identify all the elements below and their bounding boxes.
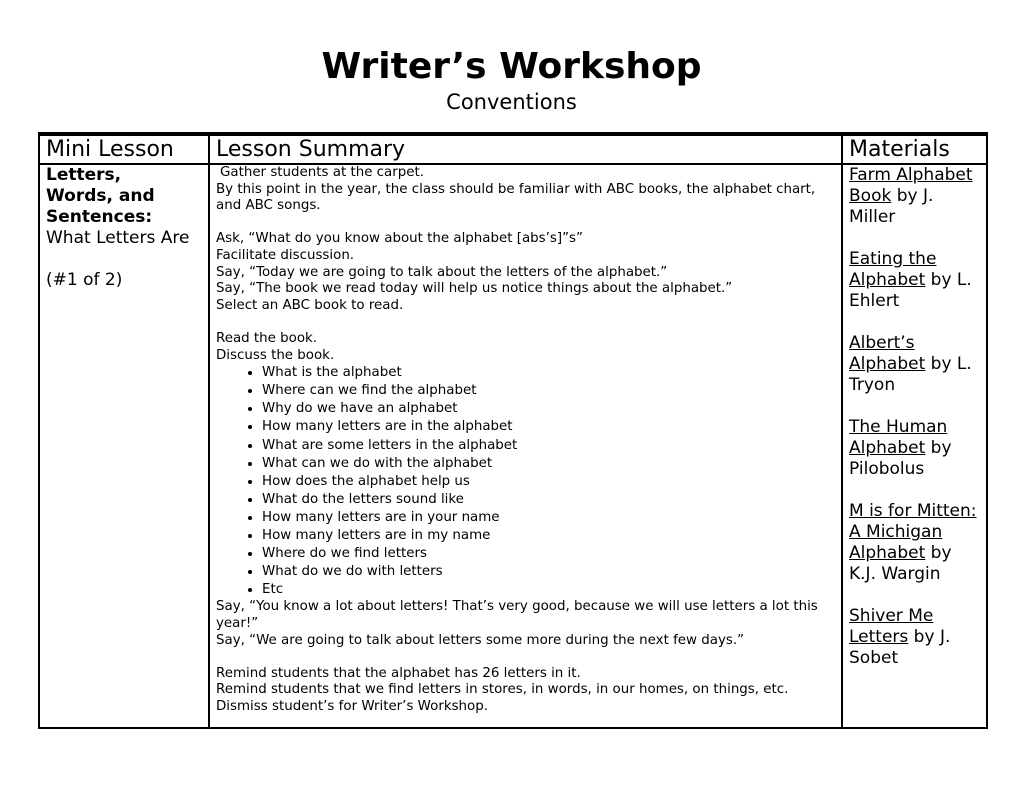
mini-lesson-topic: What Letters Are xyxy=(46,228,190,248)
material-book xyxy=(849,333,980,396)
materials-cell xyxy=(842,164,987,728)
mini-lesson-cell xyxy=(39,164,209,728)
column-header-lesson-summary: Lesson Summary xyxy=(209,134,842,164)
list-item: • What do the letters sound like xyxy=(262,491,835,509)
book-author: by L. Tryon xyxy=(849,354,972,395)
list-item: • What can we do with the alphabet xyxy=(262,455,835,473)
book-title: Eating the Alphabet xyxy=(849,249,937,290)
list-item: • What do we do with letters xyxy=(262,563,835,581)
book-author: by Pilobolus xyxy=(849,438,952,479)
book-author: by J. Miller xyxy=(849,186,934,227)
book-title: The Human Alphabet xyxy=(849,417,948,458)
book-title: Shiver Me Letters xyxy=(849,606,934,647)
summary-line: Remind students that we find letters in stores, in words, in our homes, on things, etc. xyxy=(216,682,789,698)
summary-line: Remind students that the alphabet has 26 letters in it. xyxy=(216,665,581,681)
summary-line: Gather students at the carpet. xyxy=(220,165,425,180)
book-author: by L. Ehlert xyxy=(849,270,972,311)
page-title: Writer’s Workshop xyxy=(321,46,702,87)
summary-line: By this point in the year, the class should be familiar with ABC books, the alphabet chart, and ABC songs. xyxy=(216,181,816,214)
summary-line: Dismiss student’s for Writer’s Workshop. xyxy=(216,698,488,714)
summary-line: Say, “You know a lot about letters! That’s very good, because we will use letters a lot this year!” xyxy=(216,599,818,631)
book-title: Farm Alphabet Book xyxy=(849,165,973,206)
list-item: • How many letters are in my name xyxy=(262,527,835,545)
mini-lesson-heading-line: Letters, xyxy=(46,165,122,185)
summary-line: Select an ABC book to read. xyxy=(216,297,404,313)
material-book xyxy=(849,165,980,228)
list-item: • Etc xyxy=(262,581,835,599)
material-book xyxy=(849,417,980,480)
list-item: • What are some letters in the alphabet xyxy=(262,437,835,455)
material-book xyxy=(849,501,980,585)
book-title: M is for Mitten: A Michigan Alphabet xyxy=(849,501,977,563)
material-book xyxy=(849,249,980,312)
discussion-question-list xyxy=(216,364,835,599)
summary-line: Read the book. xyxy=(216,330,318,346)
mini-lesson-heading-line: Sentences: xyxy=(46,207,153,227)
book-author: by K.J. Wargin xyxy=(849,543,952,584)
list-item: • How many letters are in the alphabet xyxy=(262,418,835,436)
lesson-table xyxy=(38,132,988,729)
summary-line: Say, “The book we read today will help us notice things about the alphabet.” xyxy=(216,281,733,297)
list-item: • How does the alphabet help us xyxy=(262,473,835,491)
summary-line: Say, “We are going to talk about letters some more during the next few days.” xyxy=(216,632,745,648)
summary-line: Discuss the book. xyxy=(216,347,335,363)
summary-line: Facilitate discussion. xyxy=(216,247,355,263)
list-item: • Where can we find the alphabet xyxy=(262,382,835,400)
page-subtitle: Conventions xyxy=(446,90,577,114)
material-book xyxy=(849,606,980,669)
spacer xyxy=(46,249,202,270)
list-item: • What is the alphabet xyxy=(262,364,835,382)
summary-line: Say, “Today we are going to talk about the letters of the alphabet.” xyxy=(216,264,668,280)
list-item: • Where do we find letters xyxy=(262,545,835,563)
list-item: • Why do we have an alphabet xyxy=(262,400,835,418)
table-row xyxy=(39,164,987,728)
list-item: • How many letters are in your name xyxy=(262,509,835,527)
mini-lesson-heading-line: Words, and xyxy=(46,186,155,206)
column-header-mini-lesson: Mini Lesson xyxy=(39,134,209,164)
summary-line: Ask, “What do you know about the alphabet [abs’s]”s” xyxy=(216,231,583,247)
table-header-row xyxy=(39,134,987,164)
book-title: Albert’s Alphabet xyxy=(849,333,926,374)
lesson-summary-cell xyxy=(209,164,842,728)
book-author: by J. Sobet xyxy=(849,627,951,668)
mini-lesson-part: (#1 of 2) xyxy=(46,270,123,290)
column-header-materials: Materials xyxy=(842,134,987,164)
